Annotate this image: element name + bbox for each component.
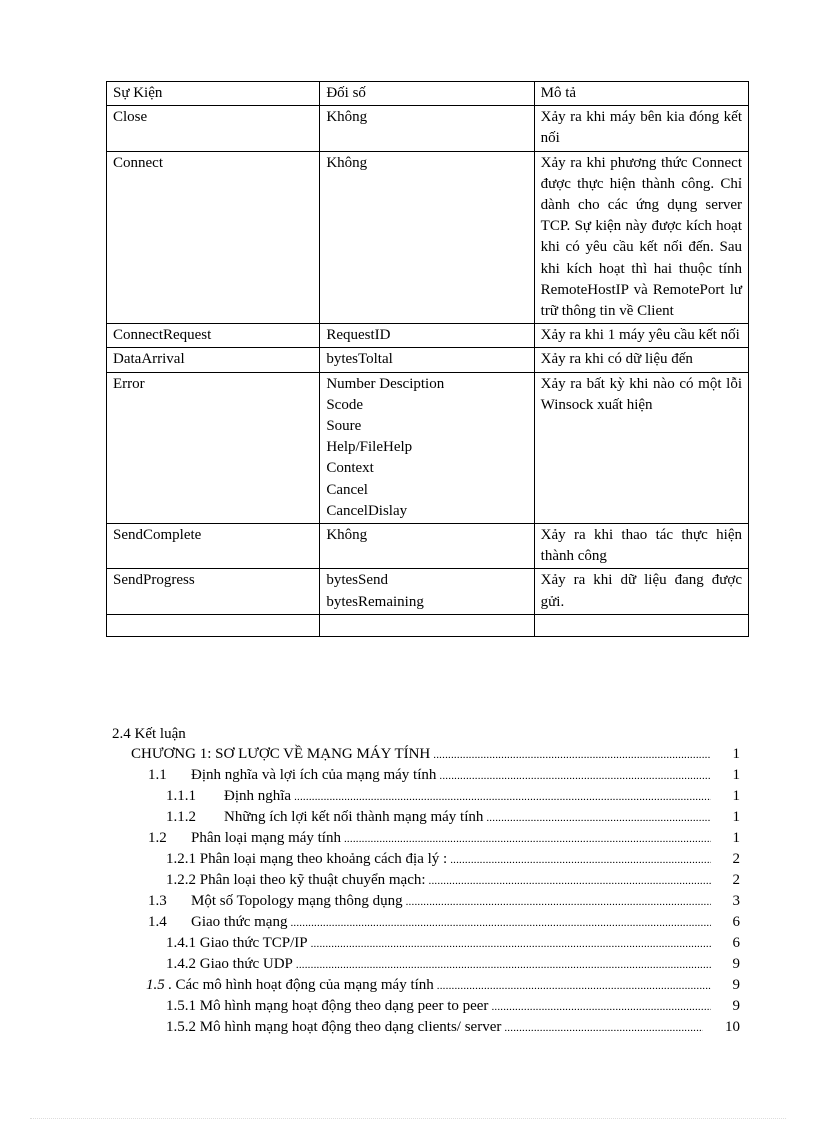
toc-page: 10 [725, 1019, 740, 1035]
toc-entry[interactable] [148, 765, 740, 786]
toc-title: CHƯƠNG 1: SƠ LƯỢC VỀ MẠNG MÁY TÍNH [131, 746, 431, 762]
arg: bytesToltal [326, 351, 393, 368]
table-row [107, 106, 749, 151]
event-args [320, 372, 534, 523]
arg: RequestID [326, 327, 391, 344]
event-name: Connect [107, 151, 320, 324]
toc-number: 1.1 [148, 767, 167, 783]
header-event: Sự Kiện [107, 82, 320, 106]
event-description: Xảy ra bất kỳ khi nào có một lỗi Winsock xuất hiện [534, 372, 748, 523]
event-description: Xảy ra khi 1 máy yêu cầu kết nối [534, 324, 748, 348]
table-row [107, 348, 749, 372]
toc-leader [437, 975, 711, 996]
toc-title: Định nghĩa [224, 788, 292, 804]
toc-entry[interactable] [166, 933, 740, 954]
toc-number: 1.2 [148, 830, 167, 846]
arg: CancelDislay [326, 502, 408, 519]
toc-entry[interactable] [166, 786, 740, 807]
arg: Không [326, 154, 368, 171]
table-row [107, 372, 749, 523]
toc-page: 1 [732, 788, 740, 804]
toc-number: 1.4 [148, 914, 167, 930]
arg: Không [326, 109, 368, 126]
toc-number: 1.5 [146, 977, 165, 993]
toc-title: . Các mô hình hoạt động của mạng máy tính [168, 977, 434, 993]
toc-page: 1 [732, 767, 740, 783]
toc-leader [429, 870, 711, 891]
arg: Number Desciption [326, 375, 445, 392]
toc-page: 6 [732, 935, 740, 951]
toc-page: 2 [732, 851, 740, 867]
toc-leader [294, 786, 711, 807]
toc-entry[interactable] [131, 744, 740, 765]
event-args [320, 348, 534, 372]
event-name: SendComplete [107, 524, 320, 569]
arg: Soure [326, 418, 362, 435]
toc-page: 6 [732, 914, 740, 930]
arg: Context [326, 460, 374, 477]
event-args [320, 569, 534, 614]
toc-entry[interactable] [166, 849, 740, 870]
toc-page: 1 [732, 809, 740, 825]
event-args [320, 324, 534, 348]
empty-cell [107, 614, 320, 636]
toc-title: 1.2.1 Phân loại mạng theo khoảng cách địa lý : [166, 851, 448, 867]
arg: Không [326, 527, 368, 544]
toc-leader [311, 933, 711, 954]
section-heading: 2.4 Kết luận [112, 726, 186, 742]
toc-page: 2 [732, 872, 740, 888]
toc-leader [491, 996, 711, 1017]
table-row [107, 151, 749, 324]
toc-page: 3 [732, 893, 740, 909]
toc-page: 9 [732, 977, 740, 993]
toc-entry[interactable] [148, 891, 740, 912]
toc-leader [450, 849, 711, 870]
toc-entry[interactable] [166, 1017, 740, 1038]
toc-entry[interactable] [166, 870, 740, 891]
toc-leader [290, 912, 711, 933]
event-args [320, 106, 534, 151]
toc-title: Giao thức mạng [191, 914, 288, 930]
event-name: SendProgress [107, 569, 320, 614]
toc-leader [439, 765, 711, 786]
table-row [107, 324, 749, 348]
toc-page: 1 [732, 746, 740, 762]
toc-entry[interactable] [166, 954, 740, 975]
toc-title: 1.4.1 Giao thức TCP/IP [166, 935, 308, 951]
toc-entry[interactable] [148, 912, 740, 933]
toc-title: 1.5.1 Mô hình mạng hoạt động theo dạng peer to peer [166, 998, 489, 1014]
toc-leader [433, 744, 711, 765]
event-args [320, 524, 534, 569]
header-args: Đối số [320, 82, 534, 106]
table-row [107, 569, 749, 614]
toc-entry[interactable] [146, 975, 740, 996]
toc-entry[interactable] [166, 807, 740, 828]
toc-page: 9 [732, 956, 740, 972]
event-name: Error [107, 372, 320, 523]
toc-entry[interactable] [166, 996, 740, 1017]
event-description: Xảy ra khi thao tác thực hiện thành công [534, 524, 748, 569]
event-args [320, 151, 534, 324]
event-name: Close [107, 106, 320, 151]
arg: Scode [326, 396, 363, 413]
toc-number: 1.1.1 [166, 788, 196, 804]
events-table [106, 81, 749, 637]
event-description: Xảy ra khi máy bên kia đóng kết nối [534, 106, 748, 151]
arg: bytesRemaining [326, 593, 424, 610]
event-description: Xảy ra khi phương thức Connect được thực hiện thành công. Chỉ dành cho các ứng dụng server TCP. Sự kiện này được kích hoạt khi có yêu cầu kết nối đến. Sau khi kích hoạt thì hai thuộc tính RemoteHostIP và RemotePort lư trữ thông tin về Client [534, 151, 748, 324]
toc-title: Những ích lợi kết nối thành mạng máy tính [224, 809, 484, 825]
page-edge-rule [30, 1118, 786, 1119]
event-description: Xảy ra khi có dữ liệu đến [534, 348, 748, 372]
arg: Help/FileHelp [326, 439, 413, 456]
toc-title: Một số Topology mạng thông dụng [191, 893, 403, 909]
toc-entry[interactable] [148, 828, 740, 849]
event-name: ConnectRequest [107, 324, 320, 348]
toc-title: Phân loại mạng máy tính [191, 830, 341, 846]
event-description: Xảy ra khi dữ liệu đang được gửi. [534, 569, 748, 614]
arg: bytesSend [326, 572, 388, 589]
toc-leader [486, 807, 711, 828]
toc-number: 1.1.2 [166, 809, 196, 825]
toc-leader [504, 1017, 703, 1038]
toc-title: 1.4.2 Giao thức UDP [166, 956, 293, 972]
arg: Cancel [326, 481, 368, 498]
table-empty-row [107, 614, 749, 636]
empty-cell [320, 614, 534, 636]
empty-cell [534, 614, 748, 636]
toc-title: Định nghĩa và lợi ích của mạng máy tính [191, 767, 437, 783]
toc-leader [344, 828, 711, 849]
toc-number: 1.3 [148, 893, 167, 909]
event-name: DataArrival [107, 348, 320, 372]
table-header-row [107, 82, 749, 106]
header-description: Mô tả [534, 82, 748, 106]
toc-title: 1.2.2 Phân loại theo kỹ thuật chuyển mạch: [166, 872, 426, 888]
toc-page: 9 [732, 998, 740, 1014]
toc-leader [406, 891, 711, 912]
table-row [107, 524, 749, 569]
toc-title: 1.5.2 Mô hình mạng hoạt động theo dạng clients/ server [166, 1019, 502, 1035]
toc-page: 1 [732, 830, 740, 846]
toc-leader [296, 954, 711, 975]
